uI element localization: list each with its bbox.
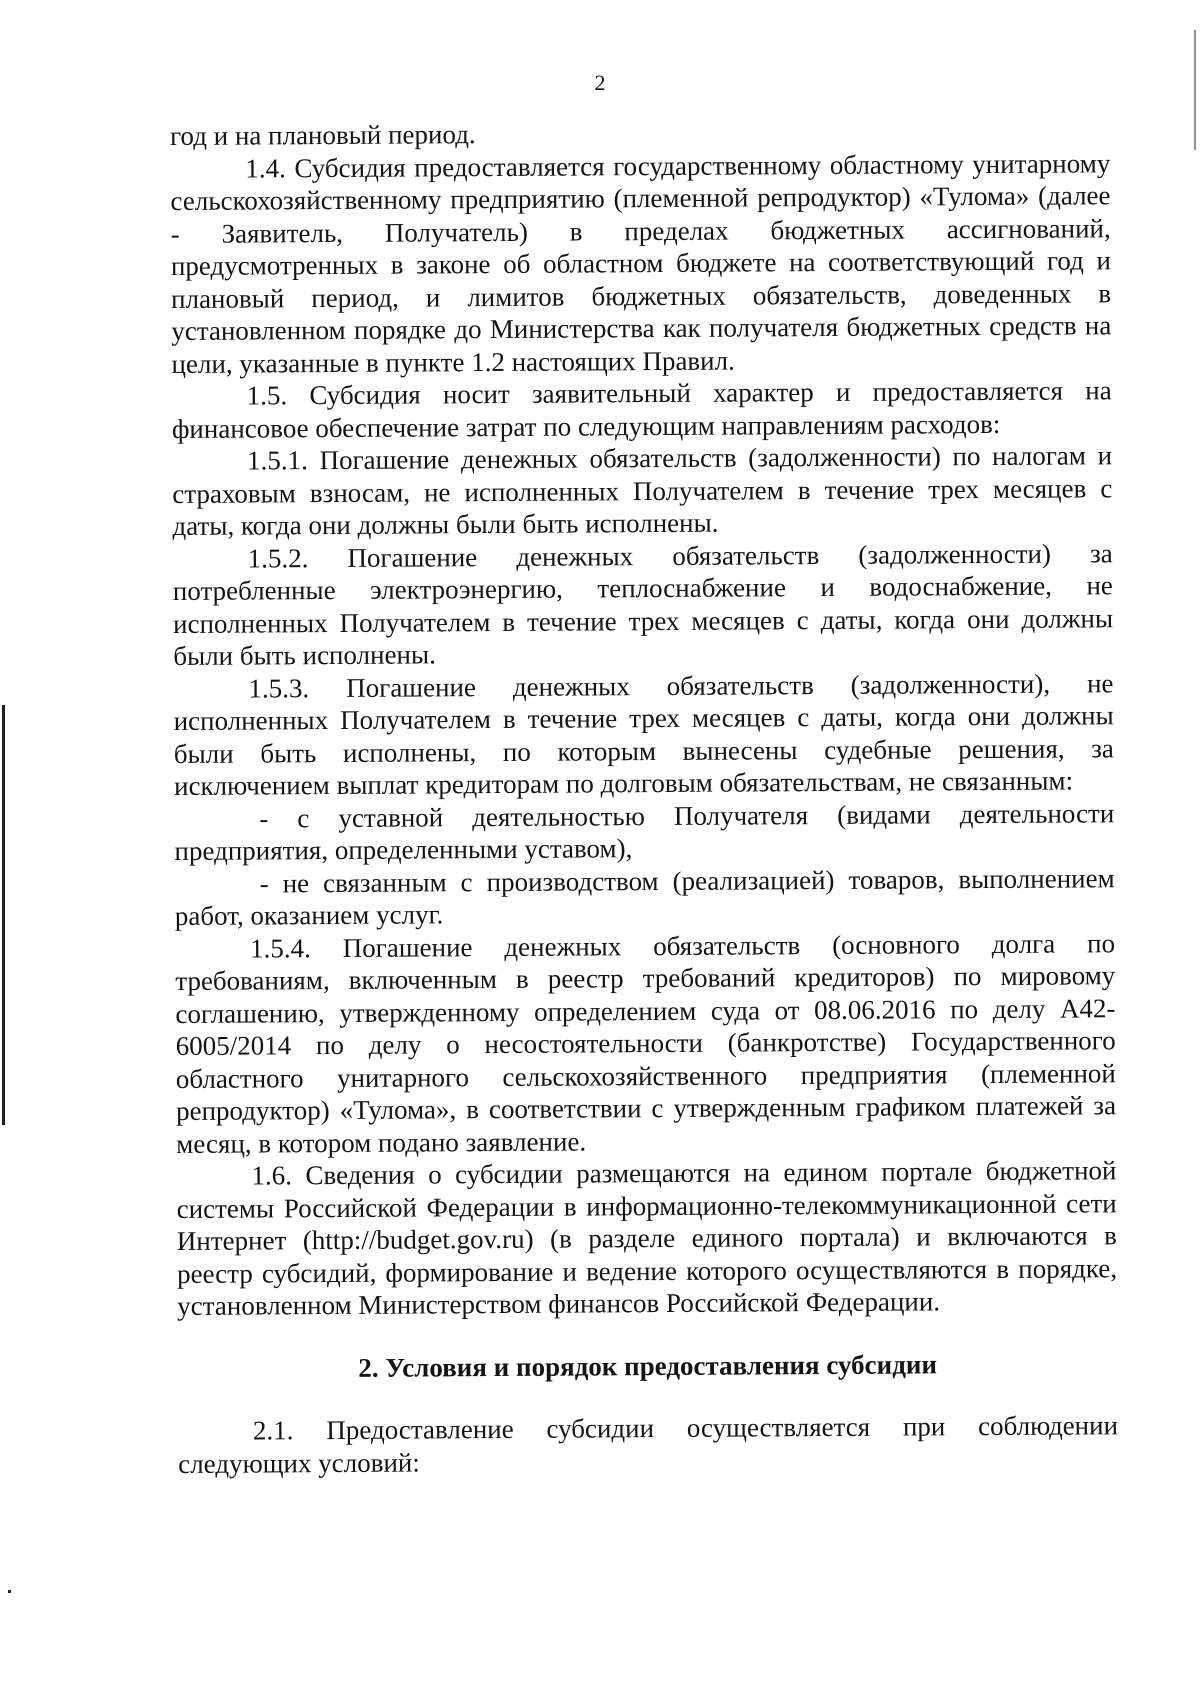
paragraph-continuation: год и на плановый период. (170, 119, 476, 151)
paragraph-1-5-1: 1.5.1. Погашение денежных обязательств (задолженности) по налогам и страховым взносам, не исполненных Получателем в течение трех месяцев с даты, когда они должны были быть исполнены. (172, 440, 1113, 541)
paragraph-1-5-3: 1.5.3. Погашение денежных обязательств (задолженности), не исполненных Получателем в течение трех месяцев с даты, когда они должны были быть исполнены, по которым вынесены судебные решения, за исключением выплат кредиторам по долговым обязательствам, не связанным: (173, 667, 1114, 801)
scan-speck (8, 1590, 11, 1593)
paragraph-1-4: 1.4. Субсидия предоставляется государственному областному унитарному сельскохозяйственному предприятию (племенной репродуктор) «Тулома» (далее - Заявитель, Получатель) в пределах бюджетных ассигнований, предусмотренных в законе об областном бюджете на соответствующий год и плановый период, и лимитов бюджетных обязательств, доведенных в установленном порядке до Министерства как получателя бюджетных средств на цели, указанные в пункте 1.2 настоящих Правил. (170, 147, 1112, 379)
list-item-dash-2: - не связанным с производством (реализацией) товаров, выполнением работ, оказанием услуг. (174, 862, 1115, 931)
paragraph-1-5-4: 1.5.4. Погашение денежных обязательств (основного долга по требованиям, включенным в реестр требований кредиторов) по мировому соглашению, утвержденному определением суда от 08.06.2016 по делу А42-6005/2014 по делу о несостоятельности (банкротстве) Государственного областного унитарного сельскохозяйственного предприятия (племенной репродуктор) «Тулома», в соответствии с утвержденным графиком платежей за месяц, в котором подано заявление. (175, 927, 1117, 1159)
paragraph-1-5-2: 1.5.2. Погашение денежных обязательств (задолженности) за потребленные электроэнергию, теплоснабжение и водоснабжение, не исполненных Получателем в течение трех месяцев с даты, когда они должны были быть исполнены. (172, 537, 1114, 671)
paragraph-1-6: 1.6. Сведения о субсидии размещаются на едином портале бюджетной системы Российской Федерации в информационно-телекоммуникационной сети Интернет (http://budget.gov.ru) (в разделе единого портала) и включаются в реестр субсидий, формирование и ведение которого осуществляются в порядке, установленном Министерством финансов Российской Федерации. (176, 1155, 1118, 1321)
document-body (170, 114, 1118, 1480)
section-heading: 2. Условия и порядок предоставления субсидии (358, 1348, 938, 1383)
page-number: 2 (594, 70, 606, 95)
scan-edge-mark-left (2, 705, 5, 1125)
paragraph-2-1: 2.1. Предоставление субсидии осуществляется при соблюдении следующих условий: (178, 1410, 1119, 1479)
list-item-dash-1: - с уставной деятельностью Получателя (видами деятельности предприятия, определенными уставом), (174, 797, 1115, 866)
paragraph-1-5: 1.5. Субсидия носит заявительный характер и предоставляется на финансовое обеспечение затрат по следующим направлениям расходов: (171, 375, 1112, 444)
